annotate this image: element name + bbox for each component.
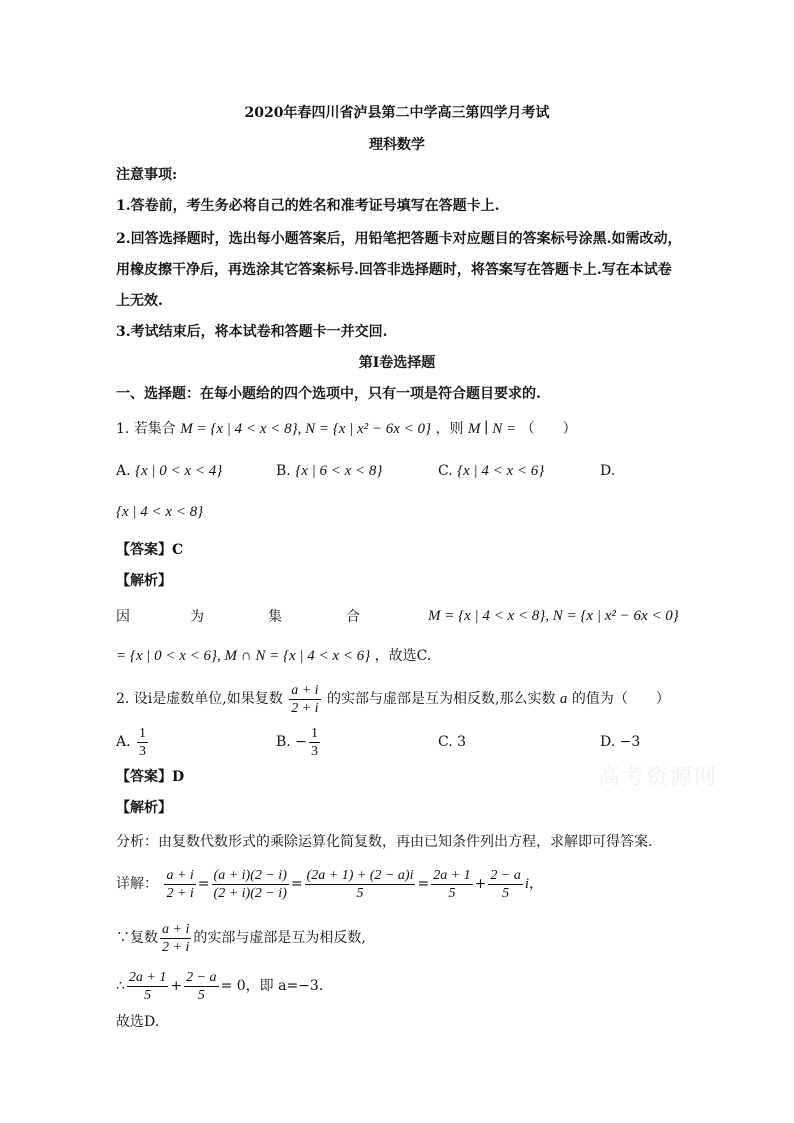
q2-option-b-den: 3 [310,743,318,759]
q2-therefore-frac-2 [184,969,218,1004]
q2-fraction-denominator: 2 + i [291,700,319,716]
q1-solution-line-2 [116,646,431,666]
q2-because-line [116,918,366,958]
q2-conclusion: 故选D. [116,1014,160,1030]
q1-option-c [438,461,544,481]
q2-therefore-line: ∴ $\frac{2a + 1}{5}$ + $\frac{2 - a}{5}$ = 0，即 a=−3． [116,969,333,1003]
q2-option-a [116,723,150,761]
q2-detail-frac-5 [488,867,522,902]
q1-answer: 【答案】C [116,542,184,558]
q2-detail-frac-3-den: 5 [356,885,364,901]
q2-option-c-value: 3 [457,734,467,750]
q1-option-c-label: C. [438,463,453,479]
q2-detail-frac-2-den: (2 + i)(2 − i) [213,885,287,901]
q1-option-a [116,461,222,481]
q2-suffix: 的实部与虚部是互为相反数,那么实数 [327,691,556,707]
q2-detail-frac-3 [305,867,416,902]
q1-mid: ，则 [435,421,464,437]
q2-therefore-symbol: ∴ [116,978,125,994]
q1-option-b-label: B. [276,463,291,479]
q2-because-frac [160,921,191,956]
q1-option-d-label: D. [600,463,616,479]
q2-therefore-frac-1-num: 2a + 1 [128,969,167,985]
q2-option-b [276,723,322,761]
q2-option-b-fraction [309,725,320,760]
q2-analysis-heading: 【解析】 [116,800,172,816]
q2-detail-frac-4 [431,867,472,902]
q2-option-d-value: −3 [619,734,641,750]
notice-item-2-line-2: 用橡皮擦干净后，再选涂其它答案标号.回答非选择题时，将答案写在答题卡上.写在本试卷 [116,262,672,278]
q2-detail-label: 详解： [116,876,158,892]
q2-answer: 【答案】D [116,769,185,785]
q2-because-frac-den: 2 + i [162,939,190,955]
q2-detail-frac-2 [212,867,289,902]
q1-analysis-heading: 【解析】 [116,573,172,589]
q2-detail-frac-2-num: (a + i)(2 − i) [213,867,287,883]
q2-therefore-frac-1 [127,969,168,1004]
q2-prefix: 2. 设i是虚数单位,如果复数 [116,691,283,707]
q1-operation: M ∣ N = [467,421,517,437]
notice-item-2-line-1: 2.回答选择题时，选出每小题答案后，用铅笔把答题卡对应题目的答案标号涂黑.如需改动， [116,231,682,247]
q2-variable: a [559,691,568,707]
q1-sets: M = {x | 4 < x < 8}, N = {x | x² − 6x < 0} [180,421,432,437]
q1-option-a-label: A. [116,463,131,479]
q1-solution-expr-1: M = {x | 4 < x < 8}, N = {x | x² − 6x < 0} [428,608,679,624]
q1-solution-word-4: 合 [346,609,360,625]
q2-option-b-label: B. [276,734,291,750]
question-2-stem [116,680,670,718]
q2-detail-frac-1-den: 2 + i [166,885,194,901]
q2-suffix-2: 的值为（ ） [571,691,670,707]
q1-option-b [276,461,382,481]
q2-option-a-fraction [137,725,148,760]
notice-item-2-line-3: 上无效. [116,293,163,309]
q2-option-b-sign: − [295,734,307,750]
watermark-text: 高考资源网 [598,765,719,790]
q2-therefore-frac-1-den: 5 [144,987,152,1003]
q2-option-a-den: 3 [139,743,147,759]
q1-option-a-value: {x | 0 < x < 4} [135,463,223,479]
q2-therefore-result: = 0，即 a=−3． [220,978,333,994]
q2-detailed-solution: 详解： $\frac{a + i}{2 + i}$ = $\frac{(a + i)(2 - i)}{(2 + i)(2 - i)}$ = $\frac{(2a + 1) + (2 - a)i}{5}$ = $\frac{2a + 1}{5}$ + $\frac{2 - a}{5}$ i， [116,867,544,901]
notice-item-1: 1.答卷前，考生务必将自己的姓名和准考证号填写在答题卡上. [116,198,500,214]
question-1-stem [116,419,577,439]
q2-because-frac-num: a + i [162,921,190,937]
section-instruction: 一、选择题：在每小题给的四个选项中，只有一项是符合题目要求的. [116,386,541,402]
q2-option-c-label: C. [438,734,453,750]
q2-therefore-frac-2-num: 2 − a [186,969,217,985]
q2-fraction [289,682,320,717]
q2-because-suffix: 的实部与虚部是互为相反数, [193,930,366,946]
q2-detail-imag-unit: i [524,876,530,892]
q1-prefix: 1. 若集合 [116,421,176,437]
q2-detail-frac-4-num: 2a + 1 [433,867,471,883]
notice-item-3: 3.考试结束后，将本试卷和答题卡一并交回. [116,324,388,340]
q1-solution-expr-2: = {x | 0 < x < 6}, M ∩ N = {x | 4 < x < 6} [116,648,371,664]
q1-solution-end: ，故选C. [374,648,432,664]
q2-because-prefix: ∵复数 [116,930,158,946]
q2-detail-frac-5-num: 2 − a [490,867,521,883]
exam-subject: 理科数学 [369,137,425,153]
q2-option-a-label: A. [116,734,131,750]
q2-detail-frac-4-den: 5 [448,885,456,901]
q2-detail-frac-1-num: a + i [166,867,194,883]
q2-option-c [438,732,466,752]
q2-option-d [600,732,640,752]
exam-title: 2020年春四川省泸县第二中学高三第四学月考试 [244,105,550,121]
q2-analysis-summary: 分析：由复数代数形式的乘除运算化简复数，再由已知条件列出方程，求解即可得答案. [116,834,653,850]
q1-solution-word-1: 因 [116,609,130,625]
q1-option-c-value: {x | 4 < x < 6} [457,463,545,479]
section-title: 第Ⅰ卷选择题 [358,355,436,371]
q2-detail-frac-5-den: 5 [502,885,510,901]
q2-detail-frac-3-num: (2a + 1) + (2 − a)i [306,867,414,883]
q2-detail-frac-1 [164,867,195,902]
q1-option-d-value: {x | 4 < x < 8} [116,504,204,520]
q2-therefore-frac-2-den: 5 [197,987,205,1003]
q1-solution-word-3: 集 [268,609,282,625]
q2-option-a-num: 1 [139,725,147,741]
q2-option-b-num: 1 [310,725,318,741]
q2-detail-comma: ， [529,876,544,892]
q1-blank: （ ） [520,421,577,437]
q1-solution-word-2: 为 [190,609,204,625]
q1-option-b-value: {x | 6 < x < 8} [295,463,383,479]
q2-fraction-numerator: a + i [291,682,319,698]
q2-option-d-label: D. [600,734,616,750]
notice-heading: 注意事项: [116,167,178,183]
